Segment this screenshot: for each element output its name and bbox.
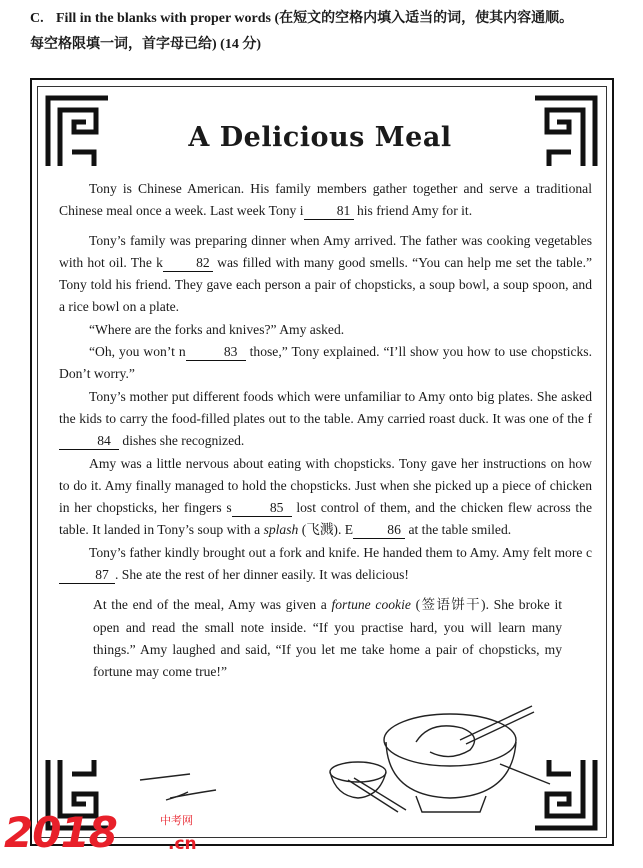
blank-85[interactable]: 85: [232, 500, 292, 517]
story-passage: [59, 178, 592, 684]
paragraph-6: Amy was a little nervous about eating with chopsticks. Tony gave her instructions on how to do it. Amy finally managed to hold the chopsticks. Just when she picked up a piece of chicken in her chopsticks, her fingers s 85 lost control of them, and the chicken flew across the table. It landed in Tony’s soup with a splash (飞溅). E 86 at the table smiled.: [59, 455, 592, 538]
meal-illustration: [130, 700, 570, 816]
corner-ornament-top-right: [529, 92, 601, 170]
blank-87[interactable]: 87: [59, 567, 115, 584]
watermark-domain: .cn: [168, 834, 197, 854]
paragraph-3: “Where are the forks and knives?” Amy asked.: [89, 321, 345, 337]
watermark-logo: 2018: [4, 808, 117, 857]
splash-word: splash: [263, 522, 299, 538]
blank-86[interactable]: 86: [353, 522, 405, 539]
paragraph-5: Tony’s mother put different foods which were unfamiliar to Amy onto big plates. She asked the kids to carry the food-filled plates out to the table. Amy carried roast duck. It was one of the f84 dishes she recognized.: [59, 388, 592, 449]
paragraph-4: “Oh, you won’t n 83 those,” Tony explained. “I’ll show you how to use chopsticks. Don’t worry.”: [59, 344, 592, 382]
paragraph-8: At the end of the meal, Amy was given a fortune cookie (签语饼干). She broke it open and read the small note inside. “If you practise hard, you will learn many things.” Amy laughed and said, “If you let me take home a pair of chopsticks, my fortune may come true!”: [93, 597, 562, 680]
paragraph-2: Tony’s family was preparing dinner when Amy arrived. The father was cooking vegetables with hot oil. The k 82 was filled with many good smells. “You can help me set the table.” Tony told his friend. They gave each person a pair of chopsticks, a soup bowl, a soup spoon, and a rice bowl on a plate.: [59, 232, 593, 315]
corner-ornament-top-left: [42, 92, 114, 170]
watermark-site-name: 中考网: [160, 814, 193, 827]
page-title: A Delicious Meal: [188, 122, 452, 153]
fortune-cookie-term: fortune cookie: [331, 597, 411, 613]
paragraph-7: Tony’s father kindly brought out a fork and knife. He handed them to Amy. Amy felt more c87 . She ate the rest of her dinner easily. It was delicious!: [59, 542, 592, 587]
blank-84[interactable]: 84: [59, 433, 119, 450]
blank-82[interactable]: 82: [163, 255, 213, 272]
section-label: C.: [30, 11, 44, 26]
paragraph-1: Tony is Chinese American. His family members gather together and serve a traditional Chinese meal once a week. Last week Tony i 81 his friend Amy for it.: [59, 181, 592, 219]
instruction-line-2: 每空格限填一词，首字母已给) (14 分): [30, 37, 261, 52]
instruction-line-1: Fill in the blanks with proper words (在短文的空格内填入适当的词，使其内容通顺。: [56, 11, 574, 26]
section-instruction: [30, 6, 630, 58]
blank-81[interactable]: 81: [304, 203, 354, 220]
blank-83[interactable]: 83: [186, 344, 246, 361]
